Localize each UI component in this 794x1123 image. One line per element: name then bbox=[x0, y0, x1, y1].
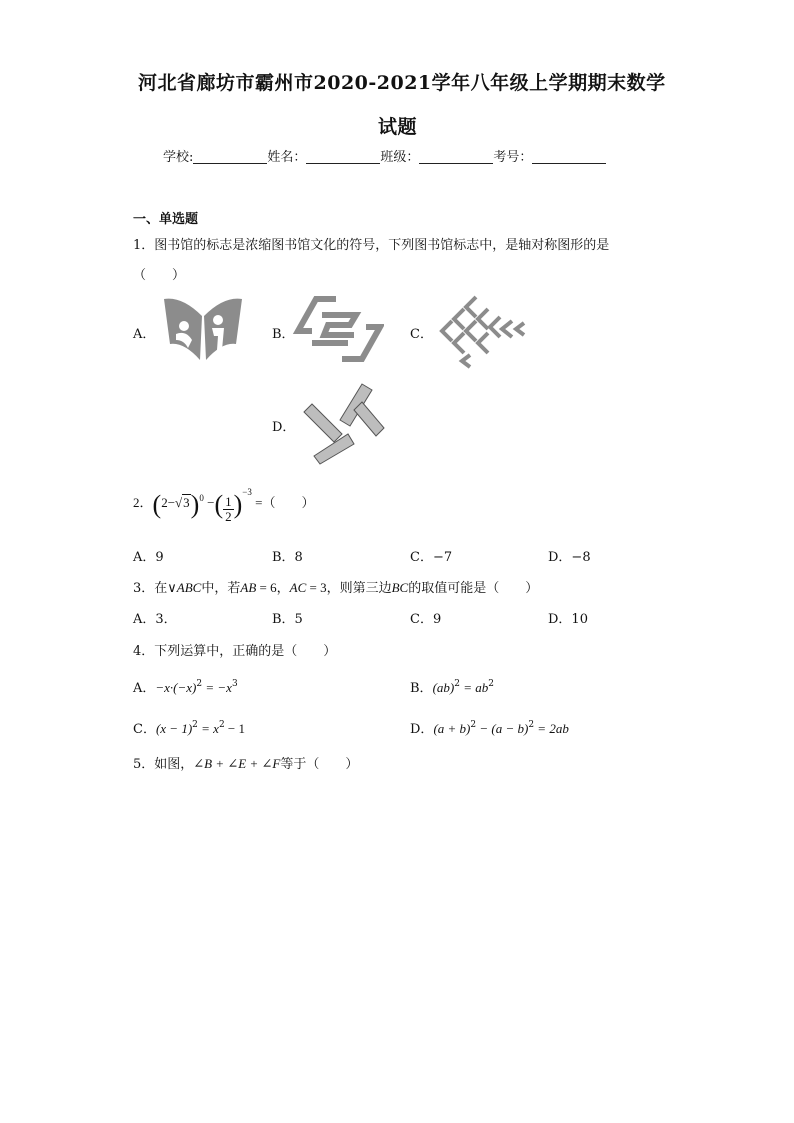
book-logo-image bbox=[162, 296, 244, 362]
q3-option-c: C．9 bbox=[410, 612, 442, 627]
q4-a-rhs: = −x bbox=[202, 680, 232, 695]
q2-paren-close2: ) bbox=[233, 490, 243, 519]
q5-text-2: 等于（ ） bbox=[280, 757, 359, 772]
q4-d-exp1: 2 bbox=[470, 720, 477, 730]
class-label: 班级： bbox=[380, 150, 420, 165]
q4-option-b bbox=[410, 677, 494, 696]
q1-option-a-label: A． bbox=[133, 327, 156, 342]
q4-c-exp: 2 bbox=[192, 720, 198, 730]
q4-d-mid: − (a − b) bbox=[476, 721, 529, 736]
interlocking-logo-image bbox=[292, 295, 384, 363]
class-blank bbox=[419, 151, 493, 164]
q4-c-label: C． bbox=[133, 722, 156, 737]
q3-ab-value: = 6 bbox=[256, 580, 277, 595]
q3-ab: AB bbox=[240, 580, 257, 595]
q2-option-b: B．8 bbox=[272, 550, 303, 565]
name-label: 姓名： bbox=[267, 150, 307, 165]
q4-b-expr: (ab) bbox=[432, 680, 455, 695]
q2-exp-neg3: −3 bbox=[242, 487, 252, 497]
q5-expr: ∠B + ∠E + ∠F bbox=[193, 756, 281, 771]
q4-a-rhs-exp: 3 bbox=[231, 679, 238, 689]
q4-b-rhs-exp: 2 bbox=[488, 679, 494, 689]
q2-exp0: 0 bbox=[199, 493, 204, 503]
q3-text-1: 3．在 bbox=[133, 581, 168, 596]
q1-option-d-label: D． bbox=[272, 420, 296, 435]
q2-frac-den: 2 bbox=[225, 509, 232, 524]
q4-d-exp2: 2 bbox=[528, 720, 535, 730]
q4-b-label: B． bbox=[410, 681, 433, 696]
q4-c-rhs-exp: 2 bbox=[218, 720, 225, 730]
q2-tail: =（ ） bbox=[255, 495, 315, 510]
student-info-line bbox=[163, 146, 606, 165]
q3-ac: AC bbox=[289, 580, 307, 595]
q1-stem-line2: （ ） bbox=[133, 268, 186, 283]
q3-bc: BC bbox=[391, 580, 409, 595]
q4-a-exp: 2 bbox=[196, 679, 203, 689]
q4-option-a bbox=[133, 677, 238, 696]
q2-base: 2 bbox=[161, 495, 168, 510]
q5-stem bbox=[133, 753, 358, 772]
q2-stem bbox=[133, 487, 314, 524]
q4-d-rhs: = 2ab bbox=[534, 721, 569, 736]
number-label: 考号： bbox=[493, 150, 533, 165]
q4-option-c bbox=[133, 718, 245, 737]
school-label: 学校: bbox=[163, 150, 194, 165]
q3-text-2: 中，若 bbox=[201, 581, 241, 596]
q4-b-rhs: = ab bbox=[459, 680, 489, 695]
chevron-pattern-logo-image bbox=[436, 293, 528, 369]
q4-c-tail: − 1 bbox=[224, 721, 246, 736]
q2-minus2: − bbox=[207, 495, 215, 510]
q2-option-c: C．−7 bbox=[410, 550, 453, 565]
q3-text-4: ，则第三边 bbox=[326, 581, 392, 596]
q2-option-a: A．9 bbox=[133, 550, 164, 565]
q2-paren-open2: ( bbox=[214, 490, 224, 519]
school-blank bbox=[193, 151, 267, 164]
number-blank bbox=[532, 151, 606, 164]
q3-stem bbox=[133, 577, 538, 596]
q2-minus: − bbox=[167, 495, 176, 510]
q4-c-expr: (x − 1) bbox=[155, 721, 193, 736]
q4-d-expr1: (a + b) bbox=[433, 721, 471, 736]
section-heading: 一、单选题 bbox=[133, 212, 199, 227]
q1-stem: 1．图书馆的标志是浓缩图书馆文化的符号，下列图书馆标志中，是轴对称图形的是 bbox=[133, 238, 610, 253]
q5-text-1: 5．如图， bbox=[133, 757, 194, 772]
q2-paren-close: ) bbox=[190, 490, 200, 519]
q3-triangle: ∨ABC bbox=[167, 580, 202, 595]
q2-paren-open: ( bbox=[152, 490, 162, 519]
page-title: 河北省廊坊市霸州市2020-2021学年八年级上学期期末数学 bbox=[138, 72, 666, 94]
q4-c-rhs: = x bbox=[197, 721, 219, 736]
q4-option-d bbox=[410, 718, 569, 737]
q4-a-label: A． bbox=[133, 681, 156, 696]
q2-option-d: D．−8 bbox=[548, 550, 591, 565]
q3-text-3: ， bbox=[276, 581, 290, 596]
q4-stem: 4．下列运算中，正确的是（ ） bbox=[133, 644, 337, 659]
q2-radicand: 3 bbox=[183, 495, 190, 510]
q4-a-expr: −x·(−x) bbox=[155, 680, 197, 695]
page-title-line2: 试题 bbox=[378, 116, 418, 138]
q3-option-a: A．3． bbox=[133, 612, 177, 627]
pinwheel-bars-logo-image bbox=[298, 380, 386, 466]
q3-option-d: D．10 bbox=[548, 612, 588, 627]
q3-ac-value: = 3 bbox=[306, 580, 327, 595]
q2-fraction bbox=[223, 495, 234, 524]
q2-number: 2． bbox=[133, 495, 153, 510]
q4-b-exp: 2 bbox=[454, 679, 460, 689]
q2-frac-num: 1 bbox=[225, 494, 232, 509]
q1-option-c-label: C． bbox=[410, 327, 433, 342]
name-blank bbox=[306, 151, 380, 164]
q2-sqrt-sign: √ bbox=[175, 495, 183, 510]
q1-option-b-label: B． bbox=[272, 327, 295, 342]
q3-text-5: 的取值可能是（ ） bbox=[408, 581, 539, 596]
q3-option-b: B．5 bbox=[272, 612, 303, 627]
q4-d-label: D． bbox=[410, 722, 434, 737]
